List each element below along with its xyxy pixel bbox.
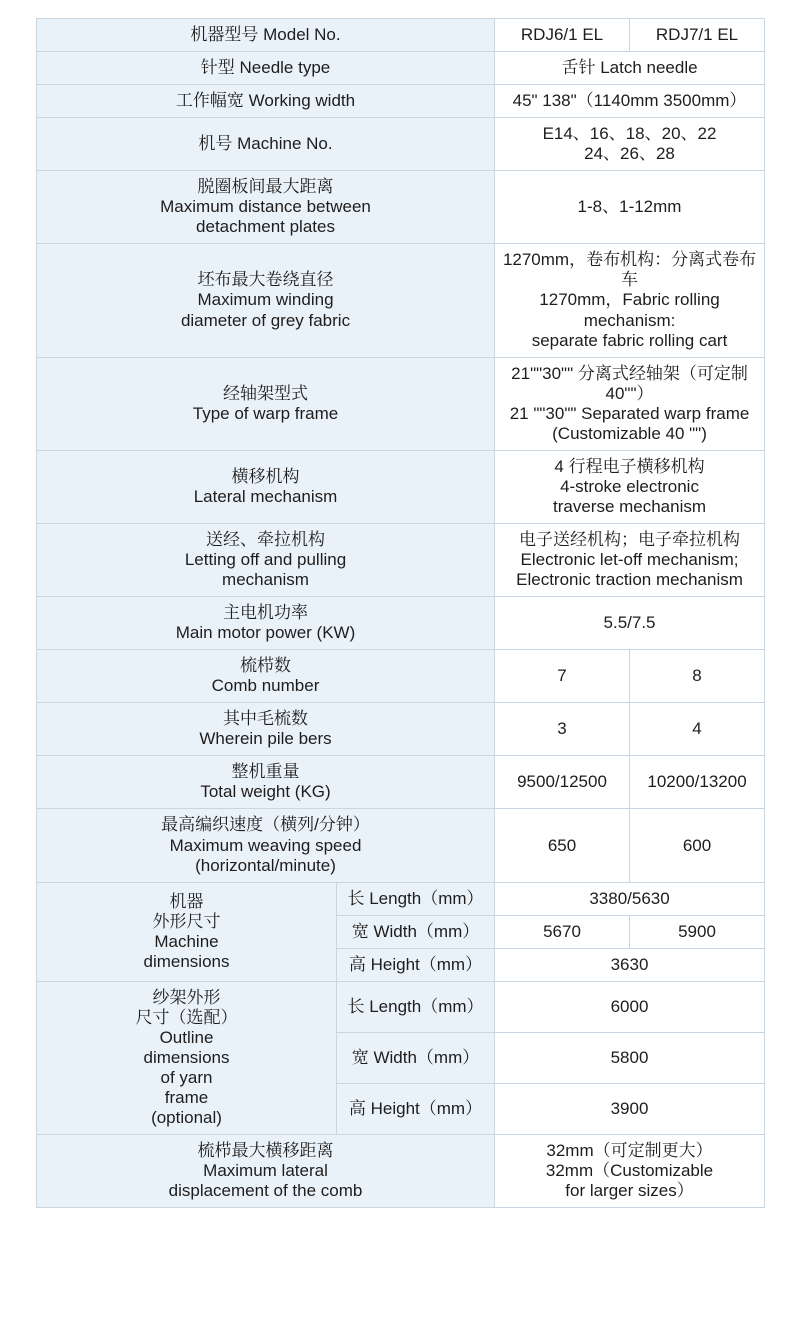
cell-machine-no-line1: E14、16、18、20、22 bbox=[542, 124, 717, 144]
label-cn: 脱圈板间最大距离 bbox=[197, 177, 334, 197]
label-cn: 坯布最大卷绕直径 bbox=[197, 270, 334, 290]
label-cn: 经轴架型式 bbox=[223, 383, 308, 403]
label-line1: 纱架外形 bbox=[152, 987, 221, 1007]
label-en-line1: Letting off and pulling bbox=[184, 549, 347, 569]
cell-line2: 1270mm，Fabric rolling mechanism: bbox=[539, 290, 720, 330]
row-label-lateral-mechanism bbox=[37, 450, 495, 523]
row-label-max-weaving-speed bbox=[37, 809, 495, 882]
cell-yarn-length: 6000 bbox=[495, 981, 765, 1032]
label-line3: Machine bbox=[154, 931, 219, 951]
sublabel-yarn-width: 宽 Width（mm） bbox=[337, 1032, 495, 1083]
row-label-warp-frame-type bbox=[37, 357, 495, 450]
cell-machine-no bbox=[495, 118, 765, 171]
label-line7: (optional) bbox=[151, 1108, 222, 1128]
label-line6: frame bbox=[164, 1087, 209, 1107]
label-en-line2: displacement of the comb bbox=[168, 1181, 363, 1201]
table-row bbox=[37, 523, 765, 596]
cell-line2: 32mm（Customizable bbox=[545, 1161, 714, 1181]
row-label-max-distance-detachment bbox=[37, 171, 495, 244]
table-row bbox=[37, 244, 765, 357]
cell-line1: 4 行程电子横移机构 bbox=[554, 456, 705, 476]
row-label-machine-dimensions bbox=[37, 882, 337, 981]
label-en-line1: Maximum distance between bbox=[160, 197, 371, 217]
cell-machine-width-col1: 5670 bbox=[495, 915, 630, 948]
row-label-pile-bers bbox=[37, 703, 495, 756]
cell-model-col1: RDJ6/1 EL bbox=[495, 19, 630, 52]
cell-machine-width-col2: 5900 bbox=[630, 915, 765, 948]
sublabel-yarn-length: 长 Length（mm） bbox=[337, 981, 495, 1032]
row-label-total-weight bbox=[37, 756, 495, 809]
cell-max-distance-detachment: 1-8、1-12mm bbox=[495, 171, 765, 244]
sublabel-machine-length: 长 Length（mm） bbox=[337, 882, 495, 915]
cell-line1: 电子送经机构；电子牵拉机构 bbox=[519, 529, 741, 549]
cell-pile-bers-col1: 3 bbox=[495, 703, 630, 756]
label-cn: 送经、牵拉机构 bbox=[206, 529, 325, 549]
row-label-needle-type: 针型 Needle type bbox=[37, 52, 495, 85]
cell-max-lateral-displacement bbox=[495, 1135, 765, 1208]
cell-comb-number-col2: 8 bbox=[630, 650, 765, 703]
cell-letting-off-pulling bbox=[495, 523, 765, 596]
label-en: Wherein pile bers bbox=[199, 729, 332, 749]
cell-needle-type: 舌针 Latch needle bbox=[495, 52, 765, 85]
cell-working-width: 45" 138"（1140mm 3500mm） bbox=[495, 85, 765, 118]
cell-machine-height: 3630 bbox=[495, 948, 765, 981]
cell-warp-frame-type bbox=[495, 357, 765, 450]
sublabel-yarn-height: 高 Height（mm） bbox=[337, 1083, 495, 1134]
cell-line3: Electronic traction mechanism bbox=[516, 570, 743, 590]
cell-main-motor-power: 5.5/7.5 bbox=[495, 597, 765, 650]
row-label-yarn-frame-dimensions bbox=[37, 981, 337, 1134]
cell-line2: 4-stroke electronic bbox=[560, 476, 699, 496]
table-row bbox=[37, 19, 765, 52]
label-en: Type of warp frame bbox=[192, 403, 339, 423]
label-cn: 梳栉数 bbox=[240, 656, 291, 676]
label-line1: 机器 bbox=[169, 891, 204, 911]
table-row bbox=[37, 597, 765, 650]
label-en-line1: Maximum weaving speed bbox=[169, 835, 362, 855]
cell-max-winding-diameter bbox=[495, 244, 765, 357]
cell-yarn-height: 3900 bbox=[495, 1083, 765, 1134]
table-row bbox=[37, 882, 765, 915]
label-cn: 梳栉最大横移距离 bbox=[197, 1141, 334, 1161]
label-cn: 主电机功率 bbox=[223, 603, 308, 623]
cell-machine-length: 3380/5630 bbox=[495, 882, 765, 915]
cell-line2: Electronic let-off mechanism; bbox=[520, 549, 739, 569]
row-label-main-motor-power bbox=[37, 597, 495, 650]
label-line3: Outline bbox=[159, 1027, 214, 1047]
label-en-line2: (horizontal/minute) bbox=[195, 855, 336, 875]
label-en-line1: Maximum winding bbox=[197, 290, 334, 310]
cell-total-weight-col2: 10200/13200 bbox=[630, 756, 765, 809]
label-line2: 外形尺寸 bbox=[152, 911, 221, 931]
cell-model-col2: RDJ7/1 EL bbox=[630, 19, 765, 52]
label-cn: 整机重量 bbox=[231, 762, 300, 782]
table-row bbox=[37, 450, 765, 523]
cell-line1: 1270mm，卷布机构：分离式卷布车 bbox=[502, 250, 757, 290]
label-line4: dimensions bbox=[143, 951, 230, 971]
label-en-line1: Maximum lateral bbox=[203, 1161, 328, 1181]
table-row bbox=[37, 85, 765, 118]
table-row bbox=[37, 756, 765, 809]
label-en: Main motor power (KW) bbox=[175, 623, 356, 643]
row-label-letting-off-pulling bbox=[37, 523, 495, 596]
cell-machine-no-line2: 24、26、28 bbox=[584, 144, 675, 164]
label-cn: 横移机构 bbox=[231, 466, 300, 486]
cell-max-weaving-speed-col1: 650 bbox=[495, 809, 630, 882]
label-en-line2: detachment plates bbox=[196, 217, 335, 237]
row-label-machine-no: 机号 Machine No. bbox=[37, 118, 495, 171]
table-row bbox=[37, 118, 765, 171]
sublabel-machine-height: 高 Height（mm） bbox=[337, 948, 495, 981]
sublabel-machine-width: 宽 Width（mm） bbox=[337, 915, 495, 948]
table-row bbox=[37, 703, 765, 756]
label-cn: 最高编织速度（横列/分钟） bbox=[161, 815, 370, 835]
label-en: Comb number bbox=[211, 676, 320, 696]
specifications-table bbox=[36, 18, 765, 1208]
cell-max-weaving-speed-col2: 600 bbox=[630, 809, 765, 882]
row-label-model-no: 机器型号 Model No. bbox=[37, 19, 495, 52]
label-en-line2: diameter of grey fabric bbox=[180, 310, 351, 330]
label-en: Total weight (KG) bbox=[200, 782, 331, 802]
cell-yarn-width: 5800 bbox=[495, 1032, 765, 1083]
cell-total-weight-col1: 9500/12500 bbox=[495, 756, 630, 809]
label-line4: dimensions bbox=[143, 1047, 230, 1067]
table-row bbox=[37, 52, 765, 85]
label-cn: 其中毛梳数 bbox=[223, 709, 308, 729]
cell-pile-bers-col2: 4 bbox=[630, 703, 765, 756]
cell-line3: traverse mechanism bbox=[552, 496, 707, 516]
label-line5: of yarn bbox=[160, 1067, 213, 1087]
cell-line1: 32mm（可定制更大） bbox=[546, 1141, 713, 1161]
table-row bbox=[37, 171, 765, 244]
row-label-max-winding-diameter bbox=[37, 244, 495, 357]
cell-lateral-mechanism bbox=[495, 450, 765, 523]
row-label-working-width: 工作幅宽 Working width bbox=[37, 85, 495, 118]
cell-line3: (Customizable 40 "") bbox=[552, 423, 707, 443]
label-line2: 尺寸（选配） bbox=[135, 1007, 238, 1027]
label-en-line2: mechanism bbox=[222, 570, 309, 590]
cell-line2: 21 ""30"" Separated warp frame bbox=[509, 403, 750, 423]
table-row bbox=[37, 1135, 765, 1208]
cell-comb-number-col1: 7 bbox=[495, 650, 630, 703]
row-label-max-lateral-displacement bbox=[37, 1135, 495, 1208]
cell-line3: separate fabric rolling cart bbox=[531, 330, 728, 350]
table-row bbox=[37, 809, 765, 882]
row-label-comb-number bbox=[37, 650, 495, 703]
table-row bbox=[37, 650, 765, 703]
label-en: Lateral mechanism bbox=[193, 486, 338, 506]
table-row bbox=[37, 981, 765, 1032]
cell-line3: for larger sizes） bbox=[565, 1181, 694, 1201]
table-row bbox=[37, 357, 765, 450]
cell-line1: 21""30"" 分离式经轴架（可定制 40""） bbox=[511, 363, 748, 403]
